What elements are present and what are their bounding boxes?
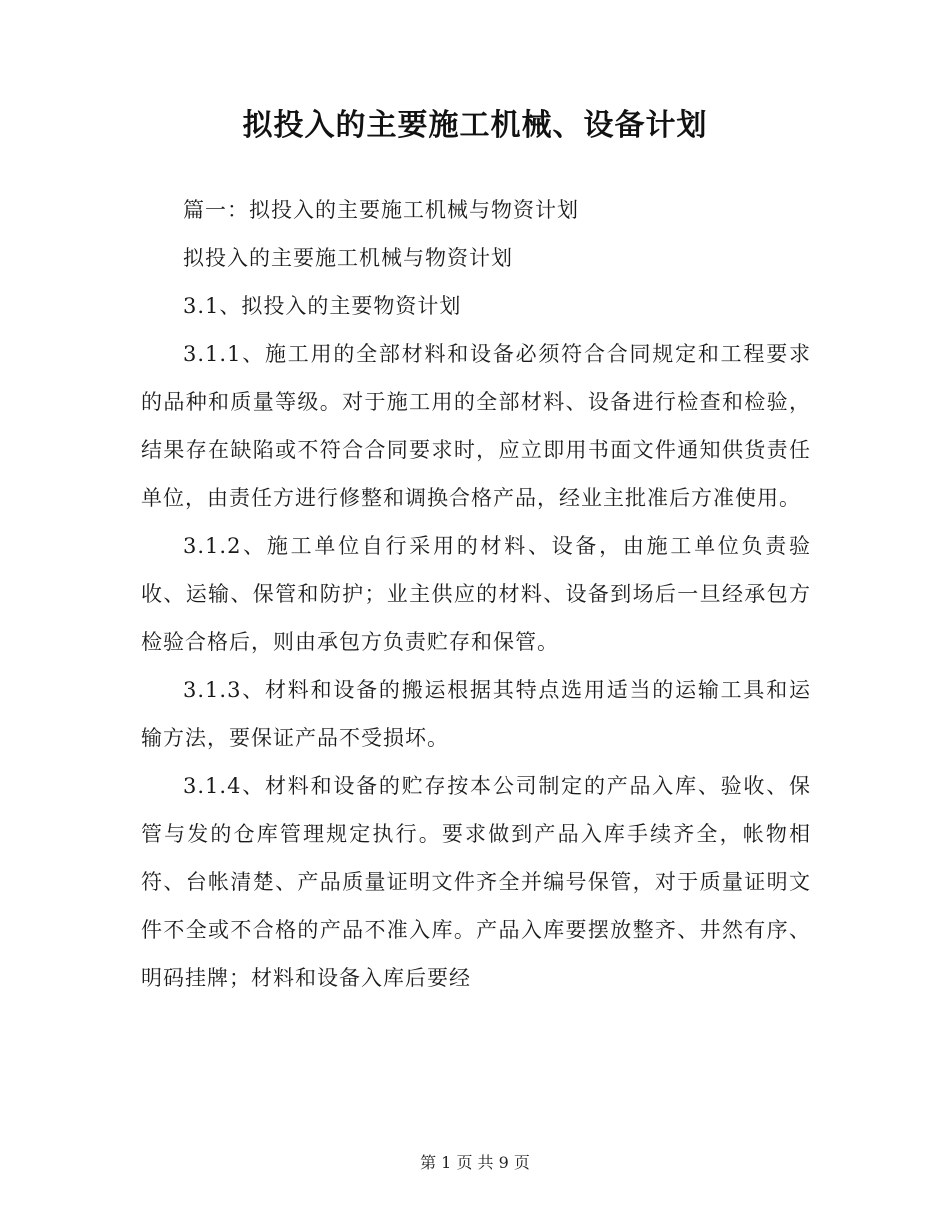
document-title: 拟投入的主要施工机械、设备计划 [242, 108, 708, 143]
paragraph-heading-part1: 篇一：拟投入的主要施工机械与物资计划 [183, 198, 579, 222]
paragraph-3-1-2: 3.1.2、施工单位自行采用的材料、设备，由施工单位负责验收、运输、保管和防护；业主供应的材料、设备到场后一旦经承包方检验合格后，则由承包方负责贮存和保管。 [141, 534, 811, 654]
paragraph-3-1-1: 3.1.1、施工用的全部材料和设备必须符合合同规定和工程要求的品种和质量等级。对于施工用的全部材料、设备进行检查和检验，结果存在缺陷或不符合合同要求时，应立即用书面文件通知供货责任单位，由责任方进行修整和调换合格产品，经业主批准后方准使用。 [141, 342, 811, 510]
paragraph-subtitle: 拟投入的主要施工机械与物资计划 [183, 246, 513, 270]
paragraph-3-1-3: 3.1.3、材料和设备的搬运根据其特点选用适当的运输工具和运输方法，要保证产品不受损坏。 [141, 678, 811, 750]
document-body [141, 186, 811, 1002]
paragraph-3-1-4: 3.1.4、材料和设备的贮存按本公司制定的产品入库、验收、保管与发的仓库管理规定执行。要求做到产品入库手续齐全，帐物相符、台帐清楚、产品质量证明文件齐全并编号保管，对于质量证明文件不全或不合格的产品不准入库。产品入库要摆放整齐、井然有序、明码挂牌；材料和设备入库后要经 [141, 774, 811, 990]
page-footer: 第 1 页 共 9 页 [420, 1153, 530, 1172]
paragraph-section-3-1: 3.1、拟投入的主要物资计划 [183, 294, 462, 318]
